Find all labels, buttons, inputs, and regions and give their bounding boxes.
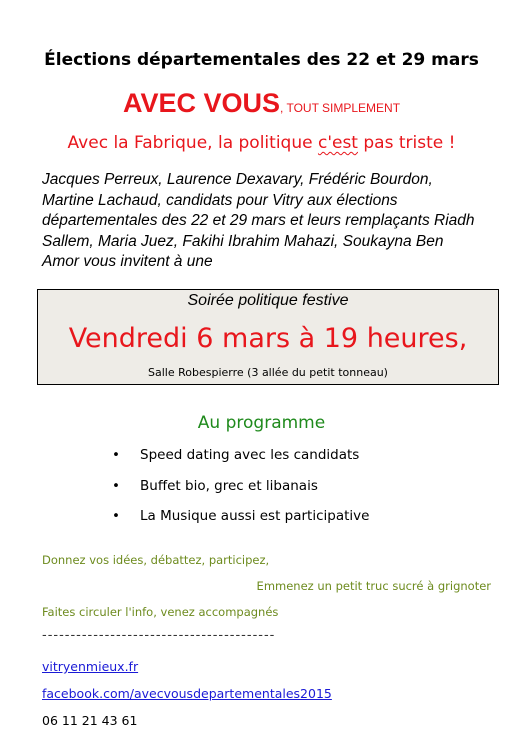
list-item: [112, 447, 369, 478]
phone-number: 06 11 21 43 61: [42, 713, 138, 728]
page-title: Élections départementales des 22 et 29 mars: [44, 50, 479, 70]
note-share: Faites circuler l'info, venez accompagnés: [42, 605, 279, 619]
list-item-text: Speed dating avec les candidats: [140, 447, 360, 463]
slogan: [0, 88, 523, 119]
event-subtitle: Soirée politique festive: [187, 292, 349, 309]
note-ideas: Donnez vos idées, débattez, participez,: [42, 553, 270, 567]
list-item-text: La Musique aussi est participative: [140, 508, 370, 524]
slogan-suffix: , TOUT SIMPLEMENT: [280, 101, 401, 115]
bullet-icon: •: [112, 447, 120, 463]
slogan-main: AVEC VOUS: [122, 88, 280, 118]
intro-paragraph: Jacques Perreux, Laurence Dexavary, Frédéric Bourdon, Martine Lachaud, candidats pour Vitry aux élections départementales des 22 et 29 mars et leurs remplaçants Riadh Sallem, Maria Juez, Fakihi Ibrahim Mahazi, Soukayna Ben Amor vous invitent à une: [42, 171, 475, 270]
list-item-text: Buffet bio, grec et libanais: [140, 477, 318, 494]
bullet-icon: •: [112, 477, 120, 494]
tagline-spellcheck-word: c'est: [317, 133, 358, 153]
facebook-link[interactable]: facebook.com/avecvousdepartementales2015: [42, 686, 332, 701]
tagline-end: pas triste !: [357, 133, 456, 153]
event-venue: Salle Robespierre (3 allée du petit tonneau): [148, 366, 388, 379]
programme-heading: Au programme: [197, 413, 326, 433]
event-box: [37, 289, 499, 385]
list-item: [112, 478, 369, 509]
tagline-start: Avec la Fabrique, la politique: [67, 133, 318, 153]
event-date: Vendredi 6 mars à 19 heures,: [68, 323, 468, 354]
list-item: [112, 508, 369, 539]
bullet-icon: •: [112, 508, 120, 524]
tagline: [0, 133, 523, 153]
note-sweets: Emmenez un petit truc sucré à grignoter: [256, 579, 491, 593]
website-link[interactable]: vitryenmieux.fr: [42, 659, 139, 674]
programme-list: [112, 447, 369, 539]
divider: -----------------------------------------: [42, 628, 276, 643]
